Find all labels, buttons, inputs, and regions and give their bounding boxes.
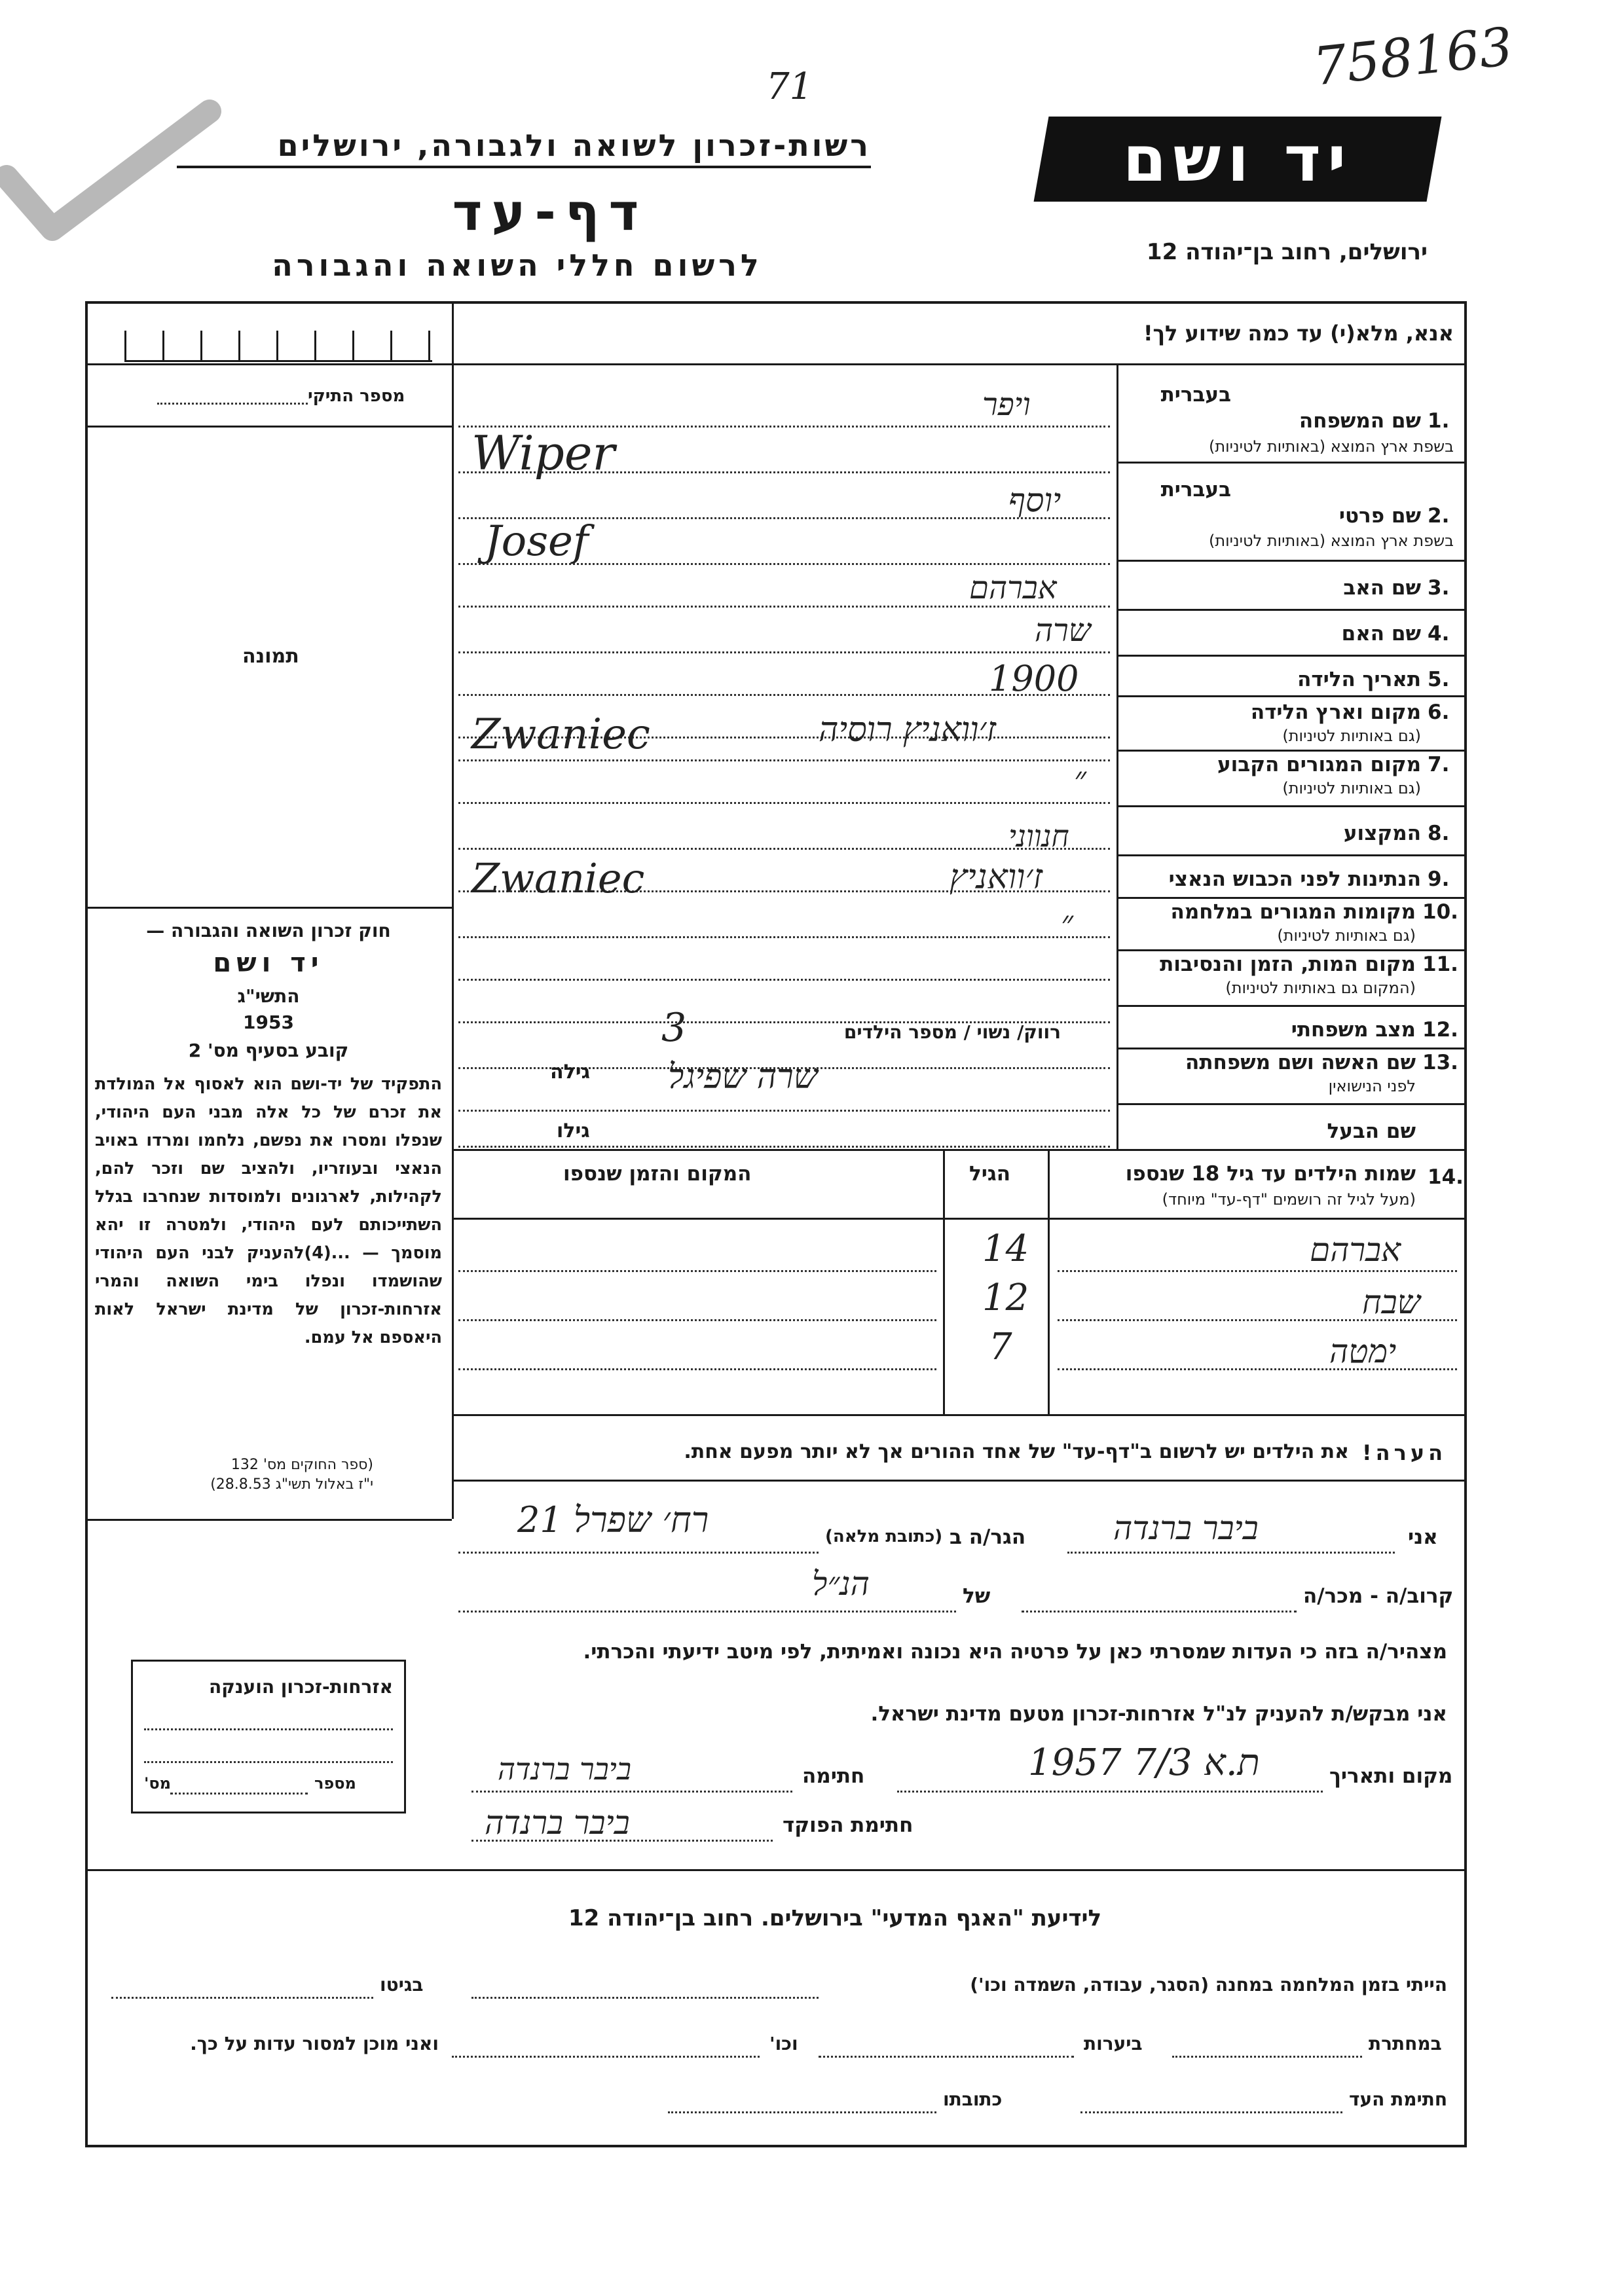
father-name-value: אברהם	[969, 570, 1057, 606]
field-6-num: 6.	[1428, 701, 1450, 724]
decl-name-value: ביבר ברנדה	[1113, 1509, 1259, 1547]
footer-camp-label: הייתי בזמן המלחמה במחנה (הסגר, עבודה, השמדה וכו')	[970, 1974, 1447, 1995]
footer-testify-label: ואני מוכן למסור עדות על כך.	[190, 2033, 439, 2054]
field-6-sub: (גם באותיות לטיניות)	[1282, 727, 1421, 745]
law-year-he: התשי"ג	[237, 985, 300, 1007]
institution-line: רשות-זכרון לשואה ולגבורה, ירושלים	[177, 128, 871, 168]
child-3-age: 7	[989, 1326, 1012, 1368]
decl-place-date-value: ת.א 7/3 1957	[1028, 1741, 1260, 1784]
children-sub: (מעל לגיל זה רושמים "דף-עד" מיוחד)	[1162, 1190, 1416, 1209]
note-label: הערה!	[1362, 1440, 1447, 1465]
field-12-label: מצב משפחתי	[1291, 1018, 1416, 1042]
child-2-age: 12	[982, 1277, 1029, 1319]
child-2-name: שבח	[1362, 1283, 1421, 1321]
husband-age-label: גילו	[557, 1120, 590, 1142]
child-1-name: אברהם	[1310, 1231, 1401, 1269]
field-10-label: מקומות המגורים במלחמה	[1170, 900, 1416, 924]
field-2-lang: בעברית	[1160, 478, 1231, 501]
law-ref2: י"ז באלול תשי"ג 28.8.53)	[210, 1476, 373, 1493]
field-3-label: שם האב	[1343, 576, 1421, 600]
field-11-label: מקום המות, הזמן והנסיבות	[1160, 953, 1416, 976]
law-ref: (ספר החוקים מס' 132	[231, 1457, 373, 1473]
decl-address-value: רח׳ שפרל 21	[517, 1499, 709, 1540]
cert-title: אזרחות-זכרון הוענקה	[209, 1676, 393, 1698]
surname-hebrew-value: ויפר	[982, 386, 1031, 423]
wife-age-label: גילה	[550, 1061, 590, 1084]
decl-officer-value: ביבר ברנדה	[485, 1804, 630, 1842]
marital-options: רווק/ נשוי / מספר הילדים	[843, 1021, 1061, 1043]
archive-number: 758163	[1310, 16, 1516, 98]
photo-label: תמונה	[242, 645, 299, 668]
children-col-place: המקום והזמן שנספו	[563, 1162, 752, 1186]
field-7-num: 7.	[1428, 753, 1450, 776]
field-1-label: שם המשפחה	[1299, 409, 1421, 433]
field-10-num: 10.	[1422, 900, 1458, 924]
birthplace-latin-value: Zwaniec	[471, 710, 650, 759]
field-8-label: המקצוע	[1343, 822, 1421, 845]
child-3-name: ימטה	[1329, 1332, 1397, 1370]
field-5-label: תאריך הלידה	[1297, 668, 1421, 691]
cert-number-prefix: מס'	[144, 1774, 172, 1793]
field-7-sub: (גם באותיות לטיניות)	[1282, 779, 1421, 797]
field-10-sub: (גם באותיות לטיניות)	[1277, 926, 1416, 945]
law-year: 1953	[243, 1011, 294, 1033]
request-text: אנא, מלא(י) עד כמה שידוע לך!	[1143, 321, 1454, 346]
footer-underground-label: במחתרת	[1369, 2033, 1442, 2054]
note-text: את הילדים יש לרשום ב"דף-עד" של אחד ההורים אך לא יותר מפעם אחת.	[684, 1440, 1349, 1463]
law-title: חוק זכרון השואה והגבורה —	[146, 920, 391, 941]
decl-i-label: אני	[1408, 1525, 1438, 1549]
form-title: דף-עד	[452, 183, 648, 242]
field-11-num: 11.	[1422, 953, 1458, 976]
law-name: יד ושם	[213, 948, 324, 978]
field-11-sub: (המקום גם באותיות לטיניות)	[1225, 979, 1416, 997]
yad-vashem-logo	[1034, 117, 1442, 202]
footer-address-label: כתובתו	[943, 2088, 1003, 2110]
children-label: שמות הילדים עד גיל 18 שנספו	[1125, 1162, 1416, 1186]
field-2-sub: בשפת ארץ המוצא (באותיות לטיניות)	[1209, 532, 1454, 550]
file-number-ticks	[124, 331, 432, 362]
children-num: 14.	[1428, 1165, 1464, 1189]
footer-witness-sign-label: חתימת העד	[1349, 2088, 1448, 2110]
field-4-num: 4.	[1428, 622, 1450, 646]
cert-number-label: מספר	[314, 1774, 356, 1793]
form-subtitle: לרשום חללי השואה והגבורה	[272, 247, 763, 283]
citizenship-latin-value: Zwaniec	[471, 854, 645, 902]
decl-address-hint: (כתובת מלאה)	[825, 1527, 943, 1546]
law-text: התפקיד של יד-ושם הוא לאסוף אל המולדת את זכרם של כל אלה מבני העם היהודי, שנפלו ומסרו את נפשם, נלחמו ומרדו באויב הנאצי ובעוזריו, ולהציב שם וזכר להם, לקהילות, לארגונים ולמוסדות שנחרבו בגלל השתייכותם לעם היהודי, ולמטרה זו יהא מוסמך — ...(4)להעניק לבני העם היהודי שהושמדו ונפלו בימי השואה והמרי אזרחות-זכרון של מדינת ישראל לאות היאספם אל עמם.	[95, 1074, 442, 1347]
decl-of-label: של	[963, 1584, 991, 1608]
firstname-hebrew-value: יוסף	[1008, 481, 1061, 519]
field-12-num: 12.	[1422, 1018, 1458, 1042]
decl-statement: מצהיר/ה בזה כי העדות שמסרתי כאן על פרטיה היא נכונה ואמיתית, לפי מיטב ידיעתי והכרתי.	[583, 1640, 1447, 1664]
field-2-label: שם פרטי	[1338, 504, 1421, 528]
footer-title: לידיעת "האגף המדעי" בירושלים. רחוב בן־יהודה 12	[568, 1905, 1102, 1931]
profession-value: חנווני	[1008, 818, 1069, 854]
child-1-age: 14	[982, 1228, 1029, 1270]
decl-officer-label: חתימת הפוקד	[783, 1813, 913, 1837]
residence-value: ״	[1074, 759, 1086, 797]
decl-signature-label: חתימה	[802, 1764, 865, 1788]
field-13-num: 13.	[1422, 1051, 1458, 1074]
decl-relation-value: הנ״ל	[812, 1565, 870, 1603]
decl-place-date-label: מקום ותאריך	[1329, 1764, 1453, 1788]
field-5-num: 5.	[1428, 668, 1450, 691]
children-count-value: 3	[661, 1005, 687, 1051]
field-1-sub: בשפת ארץ המוצא (באותיות לטיניות)	[1209, 437, 1454, 456]
wife-name-value: שרה שפיגל	[668, 1057, 818, 1097]
decl-resident-label: הגר/ה ב	[950, 1525, 1026, 1549]
footer-ghetto-label: בגיטו	[380, 1974, 424, 1995]
field-9-label: הנתינות לפני הכבוש הנאצי	[1168, 867, 1421, 891]
footer-forests-label: ביערות	[1084, 2033, 1143, 2054]
field-13-sub: לפני הנישואין	[1328, 1077, 1416, 1095]
wartime-residence-value: ״	[1061, 903, 1073, 941]
decl-relation-label: קרוב/ה - מכר/ה	[1303, 1584, 1454, 1608]
field-3-num: 3.	[1428, 576, 1450, 600]
field-9-num: 9.	[1428, 867, 1450, 891]
logo-text: יד ושם	[1122, 122, 1353, 196]
mother-name-value: שרה	[1035, 612, 1091, 649]
page-number: 71	[766, 65, 813, 108]
decl-signature-value: ביבר ברנדה	[498, 1751, 632, 1787]
birth-date-value: 1900	[989, 658, 1079, 699]
field-6-label: מקום וארץ הלידה	[1250, 701, 1421, 724]
checkmark-icon	[0, 98, 223, 255]
husband-label: שם הבעל	[1327, 1120, 1416, 1143]
field-1-num: 1.	[1428, 409, 1450, 433]
surname-latin-value: Wiper	[471, 426, 615, 481]
birthplace-hebrew-value: ז׳וואניץ רוסיה	[819, 710, 997, 750]
field-13-label: שם האשה ושם משפחתה	[1185, 1051, 1416, 1074]
law-clause: קובע בסעיף מס' 2	[188, 1040, 349, 1061]
children-col-age: הגיל	[969, 1162, 1011, 1186]
field-8-num: 8.	[1428, 822, 1450, 845]
citizenship-hebrew-value: ז׳וואניץ	[950, 858, 1043, 897]
file-number-label: מספר התיקי	[308, 386, 405, 406]
field-7-label: מקום המגורים הקבוע	[1217, 753, 1421, 776]
field-2-num: 2.	[1428, 504, 1450, 528]
address: ירושלים, רחוב בן־יהודה 12	[1146, 239, 1428, 265]
footer-etc-label: וכו'	[769, 2033, 798, 2054]
firstname-latin-value: Josef	[485, 517, 589, 566]
field-1-lang: בעברית	[1160, 383, 1231, 407]
field-4-label: שם האם	[1341, 622, 1421, 646]
decl-request: אני מבקש/ת להעניק לנ"ל אזרחות-זכרון מטעם מדינת ישראל.	[870, 1702, 1447, 1726]
